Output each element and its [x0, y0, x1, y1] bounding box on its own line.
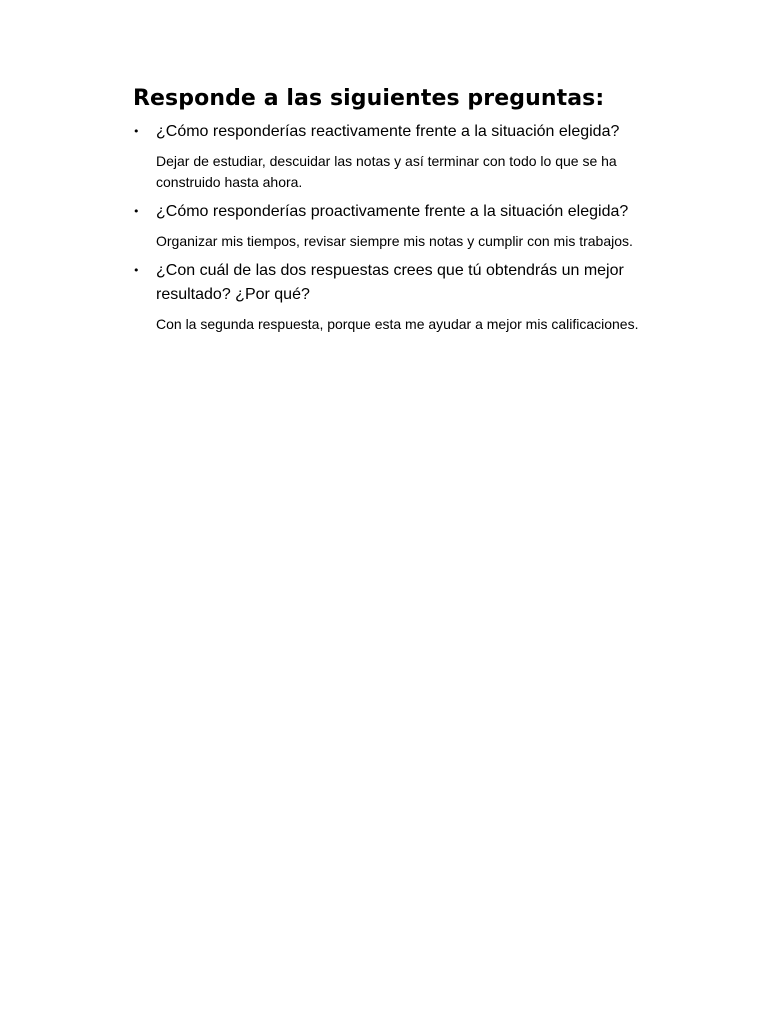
answer-text: Con la segunda respuesta, porque esta me ayudar a mejor mis calificaciones. — [156, 316, 639, 332]
question-text: ¿Cómo responderías proactivamente frente a la situación elegida? — [156, 203, 629, 220]
question-text: ¿Cómo responderías reactivamente frente a la situación elegida? — [156, 123, 620, 140]
document-title: Responde a las siguientes preguntas: — [133, 86, 605, 111]
bullet-icon: • — [133, 125, 140, 138]
question-block-3 — [133, 259, 653, 335]
question-block-1 — [133, 120, 653, 193]
answer-text: Dejar de estudiar, descuidar las notas y así terminar con todo lo que se ha construido hasta ahora. — [156, 153, 617, 190]
answer-text: Organizar mis tiempos, revisar siempre mis notas y cumplir con mis trabajos. — [156, 233, 633, 249]
bullet-icon: • — [133, 264, 140, 277]
question-block-2 — [133, 200, 653, 252]
bullet-icon: • — [133, 205, 140, 218]
document-body — [133, 84, 653, 335]
question-text: ¿Con cuál de las dos respuestas crees que tú obtendrás un mejor resultado? ¿Por qué? — [156, 262, 624, 303]
